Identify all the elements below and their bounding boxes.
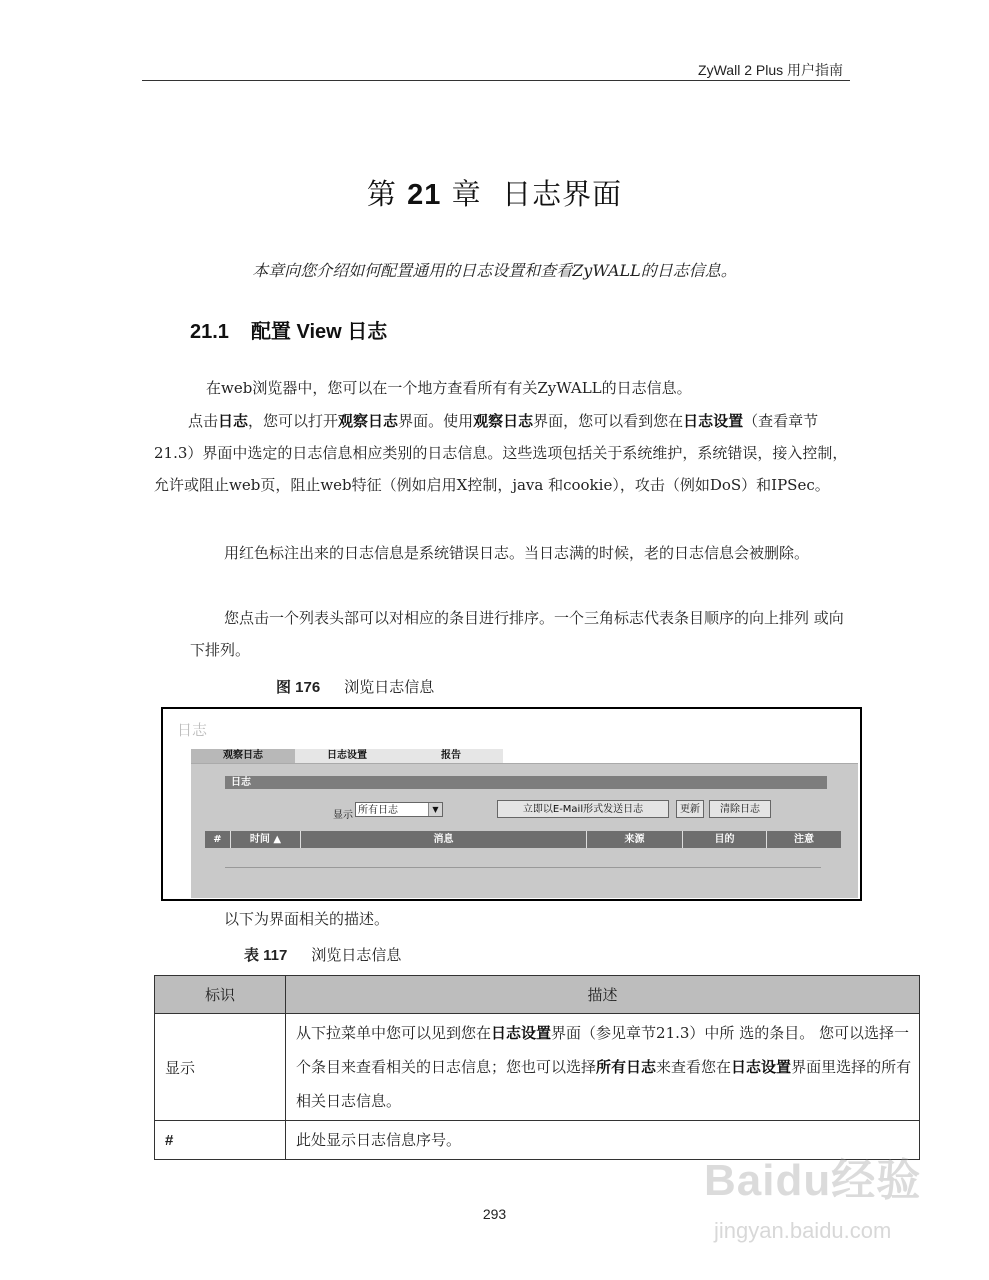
after-figure-text: 以下为界面相关的描述。 (224, 910, 390, 928)
figure-caption (276, 676, 434, 697)
row-label: 显示 (155, 1014, 286, 1121)
row-description: 此处显示日志信息序号。 (286, 1121, 920, 1160)
section-name: 配置 View 日志 (250, 321, 388, 343)
table-label: 表 117 (244, 947, 288, 964)
paragraph-2: 点击日志，您可以打开观察日志界面。使用观察日志界面，您可以看到您在日志设置（查看章节21.3）界面中选定的日志信息相应类别的日志信息。这些选项包括关于系统维护，系统错误，接入控制，允许或阻止web页，阻止web特征（例如启用X控制，java 和cookie），攻击（例如DoS）和IPSec。 (154, 412, 848, 494)
running-header (698, 60, 843, 80)
chapter-number: 21 (407, 179, 442, 211)
header-guide: 用户指南 (787, 62, 843, 78)
chapter-prefix: 第 (366, 177, 397, 211)
chapter-title (0, 172, 989, 213)
table-caption (244, 944, 401, 965)
tab-log-settings[interactable]: 日志设置 (295, 749, 399, 763)
description-table (154, 975, 920, 1160)
row-label: # (155, 1121, 286, 1160)
header-rule (142, 80, 850, 81)
section-number: 21.1 (190, 321, 229, 343)
header-product: ZyWall 2 Plus (698, 62, 784, 78)
log-panel (191, 763, 858, 898)
table-row (155, 1014, 920, 1121)
chapter-name: 日志界面 (502, 177, 623, 211)
header-label: 标识 (155, 976, 286, 1014)
table-caption-text: 浏览日志信息 (311, 946, 402, 964)
paragraph-3: 用红色标注出来的日志信息是系统错误日志。当日志满的时候，老的日志信息会被删除。 (224, 544, 810, 562)
display-label: 显示 (333, 810, 353, 821)
paragraph-1: 在web浏览器中，您可以在一个地方查看所有有关ZyWALL的日志信息。 (206, 379, 692, 397)
display-select[interactable] (355, 802, 443, 817)
section-title (190, 315, 387, 344)
col-message[interactable]: 消息 (301, 831, 587, 848)
refresh-button[interactable]: 更新 (676, 800, 704, 818)
chapter-suffix: 章 (451, 177, 482, 211)
col-number[interactable]: # (205, 831, 231, 848)
col-source[interactable]: 来源 (587, 831, 683, 848)
watermark-logo: Baidu经验 (704, 1156, 922, 1205)
figure-caption-text: 浏览日志信息 (344, 678, 435, 696)
log-table-header (205, 831, 841, 848)
page-number: 293 (482, 1206, 507, 1222)
log-screenshot (161, 707, 862, 901)
watermark-url: jingyan.baidu.com (714, 1218, 892, 1243)
header-description: 描述 (286, 976, 920, 1014)
display-select-value: 所有日志 (358, 805, 398, 816)
screen-title: 日志 (177, 721, 208, 739)
table-header-row (155, 976, 920, 1014)
table-divider (225, 867, 821, 868)
tab-view-log[interactable]: 观察日志 (191, 749, 295, 763)
paragraph-4: 您点击一个列表头部可以对相应的条目进行排序。一个三角标志代表条目顺序的向上排列 或向下排列。 (190, 609, 844, 659)
chapter-intro: 本章向您介绍如何配置通用的日志设置和查看ZyWALL的日志信息。 (252, 261, 737, 280)
figure-label: 图 176 (276, 679, 321, 696)
tab-reports[interactable]: 报告 (399, 749, 503, 763)
clear-log-button[interactable]: 清除日志 (709, 800, 771, 818)
email-log-button[interactable]: 立即以E-Mail形式发送日志 (497, 800, 669, 818)
sort-ascending-icon: ▲ (273, 834, 282, 845)
col-destination[interactable]: 目的 (683, 831, 767, 848)
panel-header: 日志 (225, 776, 827, 789)
col-note[interactable]: 注意 (794, 834, 814, 845)
row-description: 从下拉菜单中您可以见到您在日志设置界面（参见章节21.3）中所 选的条目。 您可以选择一个条目来查看相关的日志信息；您也可以选择所有日志来查看您在日志设置界面里选择的所有相关日志信息。 (286, 1014, 920, 1121)
col-time[interactable]: 时间 ▲ (231, 831, 301, 848)
chevron-down-icon: ▼ (428, 803, 442, 816)
